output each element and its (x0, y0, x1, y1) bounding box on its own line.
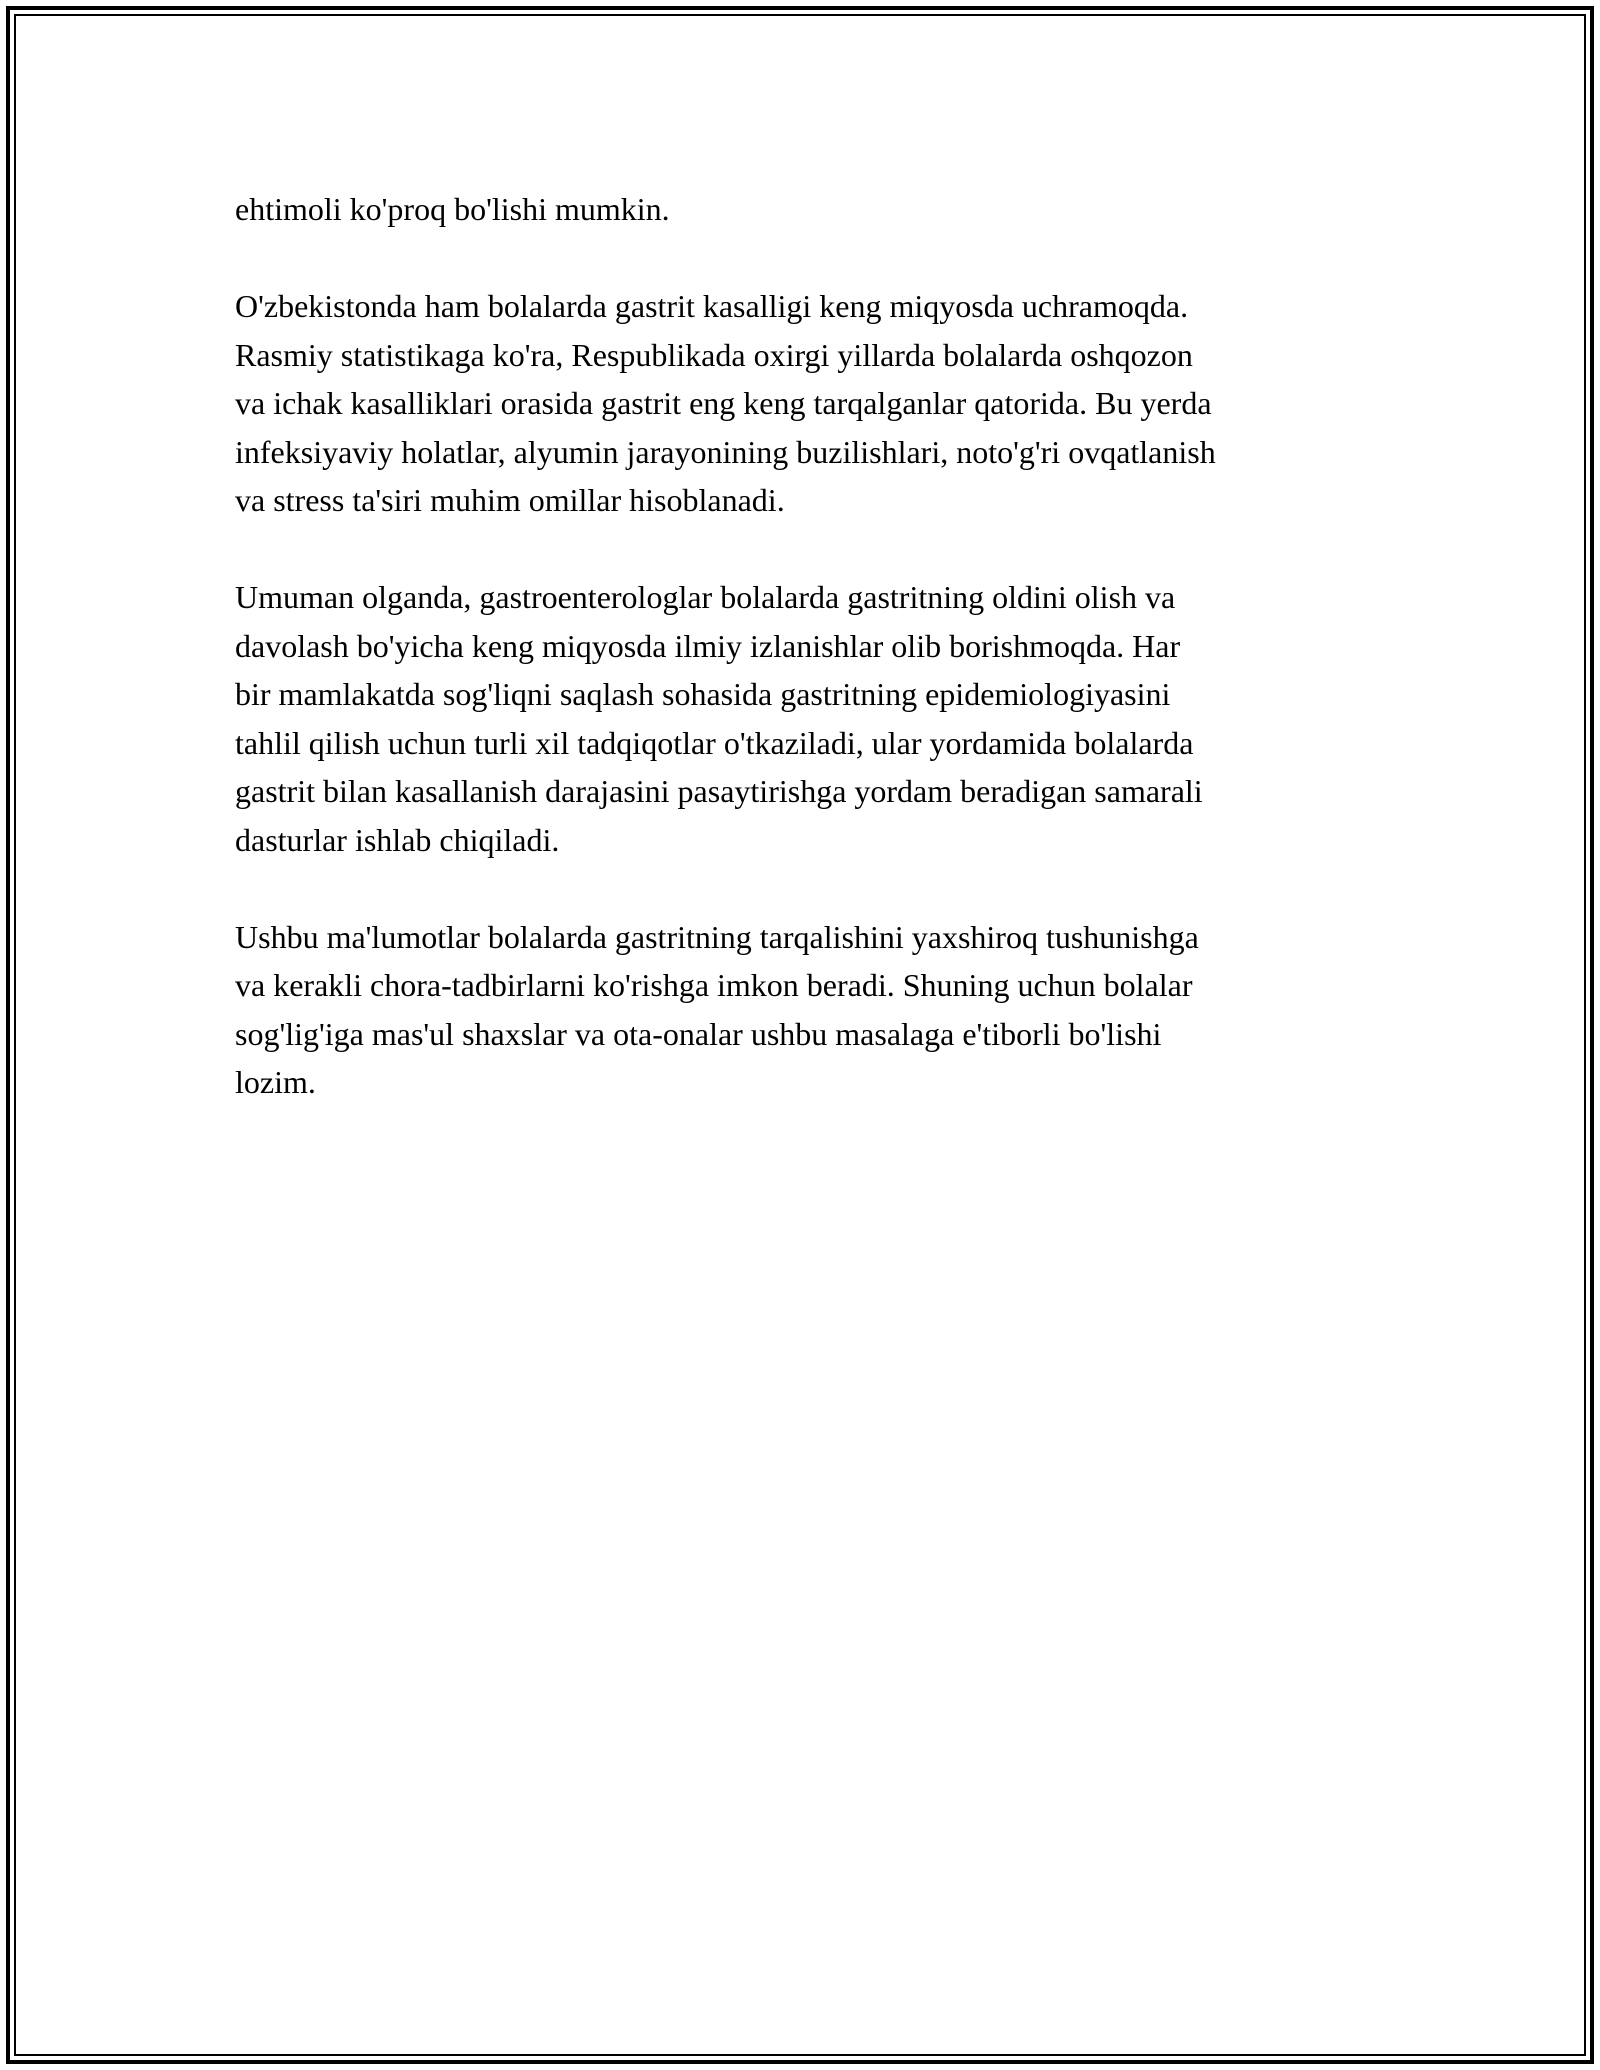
paragraph-conclusion: Ushbu ma'lumotlar bolalarda gastritning tarqalishini yaxshiroq tushunishga va kerakli chora-tadbirlarni ko'rishga imkon beradi. Shuning uchun bolalar sog'lig'iga mas'ul shaxslar va ota-onalar ushbu masalaga e'tiborli bo'lishi lozim. (235, 918, 1199, 1100)
paragraph-uzbekistan-statistics: O'zbekistonda ham bolalarda gastrit kasalligi keng miqyosda uchramoqda. Rasmiy statistikaga ko'ra, Respublikada oxirgi yillarda bolalarda oshqozon va ichak kasalliklari orasida gastrit eng keng tarqalganlar qatorida. Bu yerda infeksiyaviy holatlar, alyumin jarayonining buzilishlari, noto'g'ri ovqatlanish va stress ta'siri muhim omillar hisoblanadi. (235, 288, 1216, 518)
paragraph-continuation: ehtimoli ko'proq bo'lishi mumkin. (235, 191, 670, 227)
paragraph-research: Umuman olganda, gastroenterologlar bolalarda gastritning oldini olish va davolash bo'yicha keng miqyosda ilmiy izlanishlar olib borishmoqda. Har bir mamlakatda sog'liqni saqlash sohasida gastritning epidemiologiyasini tahlil qilish uchun turli xil tadqiqotlar o'tkaziladi, ular yordamida bolalarda gastrit bilan kasallanish darajasini pasaytirishga yordam beradigan samarali dasturlar ishlab chiqiladi. (235, 579, 1203, 858)
document-body (235, 185, 1395, 1155)
